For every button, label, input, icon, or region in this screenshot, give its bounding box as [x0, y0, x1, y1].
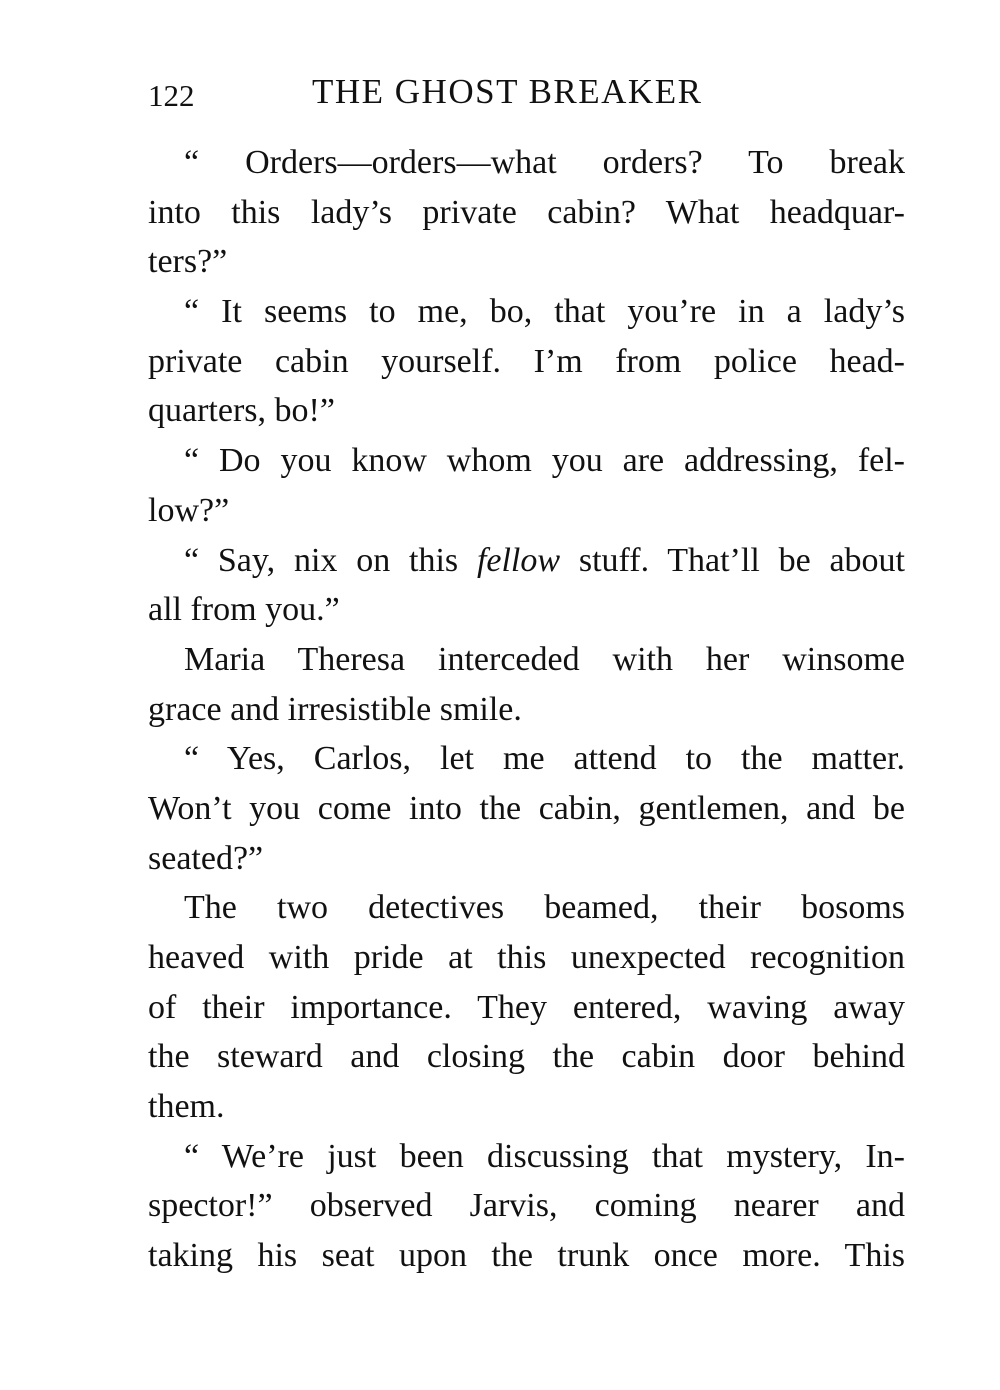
- text-line: taking his seat upon the trunk once more. This: [148, 1237, 905, 1275]
- body-text: [148, 138, 905, 1281]
- text-line: “ Yes, Carlos, let me attend to the matter.: [184, 740, 905, 778]
- text-line: spector!” observed Jarvis, coming nearer and: [148, 1187, 905, 1225]
- text-line: into this lady’s private cabin? What headquar-: [148, 193, 905, 231]
- text-line: Maria Theresa interceded with her winsome: [184, 640, 905, 678]
- text-line: seated?”: [148, 839, 264, 877]
- text-line: of their importance. They entered, waving away: [148, 988, 905, 1026]
- text-line: ters?”: [148, 243, 228, 281]
- text-line: “ Orders—orders—what orders? To break: [184, 144, 905, 181]
- text-line: The two detectives beamed, their bosoms: [184, 889, 905, 927]
- text-line: quarters, bo!”: [148, 392, 335, 430]
- text-line: [148, 536, 905, 586]
- text-line: heaved with pride at this unexpected recognition: [148, 939, 905, 976]
- text-line: low?”: [148, 491, 230, 529]
- text-line: grace and irresistible smile.: [148, 690, 522, 728]
- text-line: them.: [148, 1088, 225, 1126]
- text-line: the steward and closing the cabin door behind: [148, 1038, 905, 1076]
- text-line: “ We’re just been discussing that mystery, In-: [184, 1137, 905, 1175]
- text-line: “ It seems to me, bo, that you’re in a lady’s: [184, 293, 905, 331]
- running-head: [148, 70, 758, 114]
- page-number: 122: [148, 78, 195, 113]
- text-line: private cabin yourself. I’m from police head-: [148, 342, 905, 380]
- text-segment: stuff. That’ll be about: [560, 541, 905, 579]
- text-line: all from you.”: [148, 591, 340, 629]
- text-line: Won’t you come into the cabin, gentlemen, and be: [148, 789, 905, 827]
- italic-text: fellow: [476, 541, 561, 579]
- book-title: THE GHOST BREAKER: [312, 72, 703, 111]
- text-segment: “ Say, nix on this: [184, 541, 477, 579]
- text-line: “ Do you know whom you are addressing, fel-: [184, 442, 905, 480]
